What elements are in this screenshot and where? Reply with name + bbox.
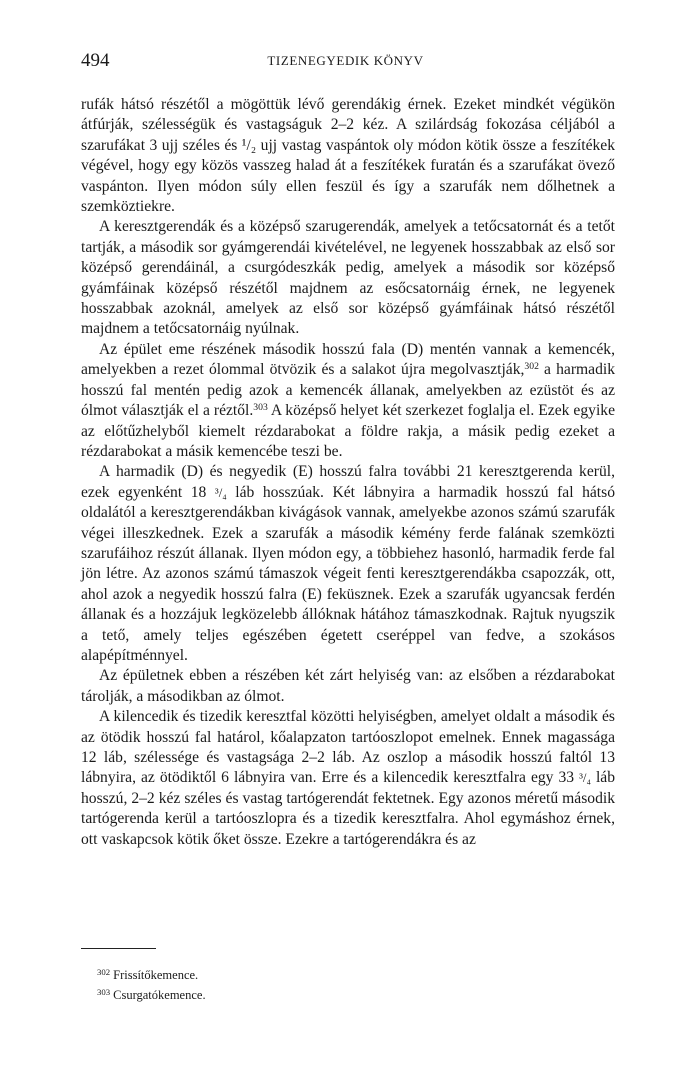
footnote-ref-303: 303 xyxy=(253,402,268,414)
footnote-text: Frissítőkemence. xyxy=(113,967,199,982)
paragraph-4-text-a: A harmadik (D) és negyedik (E) hosszú falra további 21 keresztgerenda kerül, ezek egyenként 18 xyxy=(81,463,615,501)
paragraph-6-text-a: A kilencedik és tizedik keresztfal közötti helyiségben, amelyet oldalt a második és az ötödik hosszú fal határol, kőalapzaton tartóoszlopot emelnek. Ennek magassága 12 láb, szélessége és vastagsága 2–2 láb. Az oszlop a második hosszú faltól 13 lábnyira, az ötödiktől 6 lábnyira van. Erre és a kilencedik keresztfalra egy 33 xyxy=(81,708,615,787)
fraction-three-quarters: ³/₄ xyxy=(214,485,227,500)
paragraph-6 xyxy=(81,707,615,850)
paragraph-3-text-c: A középső helyet két szerkezet foglalja el. Ezek egyike az előtűzhelyből kiemelt rézdarabokat a földre rakja, a másik pedig ezeket a rézdarabokat a másik kemencébe teszi be. xyxy=(81,402,615,460)
footnote-rule xyxy=(81,948,156,949)
footnote-number: 303 xyxy=(97,986,111,997)
paragraph-3-text-b: a harmadik hosszú fal mentén pedig azok a kemencék állanak, amelyekben az ezüstöt és az ólmot választják el a réztől. xyxy=(81,361,615,420)
paragraph-5 xyxy=(81,666,615,707)
fraction-three-quarters: ³/₄ xyxy=(579,771,591,786)
paragraph-3-text-a: Az épület eme részének második hosszú fala (D) mentén vannak a kemencék, amelyekben a rezet ólommal ötvözik és a salakot újra megolvasztják, xyxy=(81,340,615,379)
footnote-ref-302: 302 xyxy=(524,361,539,373)
paragraph-4 xyxy=(81,462,615,666)
running-head: TIZENEGYEDIK KÖNYV xyxy=(267,53,424,68)
footnote-303 xyxy=(97,984,597,1004)
paragraph-2 xyxy=(81,217,615,339)
paragraph-5-text: Az épületnek ebben a részében két zárt helyiség van: az elsőben a rézdarabokat tárolják, a másodikban az ólmot. xyxy=(81,667,615,705)
footnote-number: 302 xyxy=(97,967,111,977)
body-text xyxy=(81,95,615,850)
paragraph-4-text-b: láb hosszúak. Két lábnyira a harmadik hosszú fal hátsó oldalától a keresztgerendákban kivágások vannak, amelyekbe azonos számú szarufák végei illeszkednek. Ezek a szarufák a második kémény ferde falának szemközti szarufáihoz részút állanak. Ilyen módon egy, a többiehez hasonló, harmadik ferde fal jön létre. Az azonos számú támaszok végeit fenti keresztgerendákba csapozzák, ott, ahol azok a negyedik hosszú falra (E) feküsznek. Ezek a szarufák ugyancsak ferdén állanak és a hozzájuk legközelebb állóknak hátához támaszkodnak. Rajtuk nyugszik a tető, amely teljes egészében égetett cseréppel van fedve, a szokásos alapépítménnyel. xyxy=(81,483,615,664)
paragraph-1-text: rufák hátsó részétől a mögöttük lévő gerendákig érnek. Ezeket mindkét végükön átfúrják, szélességük és vastagságuk 2–2 kéz. A szilárdság fokozása céljából a szarufákat 3 ujj széles és ¹/₂ ujj vastag vaspántok oly módon kötik össze a feszítékek végével, hogy egy közös vasszeg halad át a feszítékek furatán és a szarufákat övező vaspánton. Ilyen módon súly ellen feszül és így a szarufák nem dőlhetnek a szemköztiekre. xyxy=(81,96,615,216)
paragraph-6-text-b: láb hosszú, 2–2 kéz széles és vastag tartógerendát fektetnek. Egy azonos méretű második tartógerenda kerül a tartóoszlopra és a tizedik keresztfalra. Ahol egymáshoz érnek, ott vaskapcsok kötik őket össze. Ezekre a tartógerendákra és az xyxy=(81,769,615,848)
page-number: 494 xyxy=(81,50,110,71)
footnote-302 xyxy=(97,964,597,984)
paragraph-3 xyxy=(81,340,615,462)
paragraph-2-text: A keresztgerendák és a középső szarugerendák, amelyek a tetőcsatornát és a tetőt tartják, a második sor gyámgerendái kivételével, ne legyenek hosszabbak az első sor középső gerendáinál, a csurgódeszkák pedig, amelyek a második sor középső gyámfáinak középső részétől majdnem az esőcsatornáig érnek, ne legyenek hosszabbak azoknál, amelyek az első sor középső gyámfáinak hátsó részétől majdnem a tetőcsatornáig nyúlnak. xyxy=(81,218,615,338)
footnotes xyxy=(97,964,597,1004)
page-header xyxy=(81,50,610,76)
paragraph-1 xyxy=(81,95,615,217)
footnote-text: Csurgatókemence. xyxy=(113,987,206,1002)
